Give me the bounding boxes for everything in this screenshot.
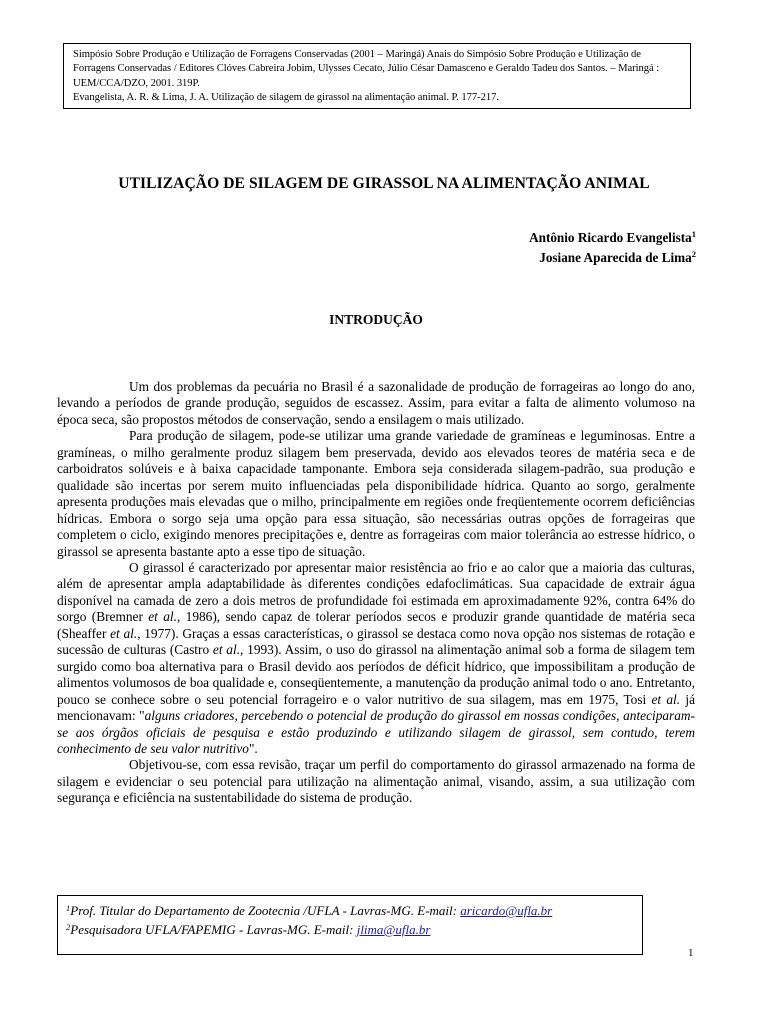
footnote-2 bbox=[66, 919, 634, 938]
author-2 bbox=[529, 246, 696, 266]
text-run: já mencionavam: " bbox=[57, 691, 695, 724]
footnote-1 bbox=[66, 900, 634, 919]
footnote-box bbox=[57, 895, 643, 955]
citation-etal: et al. bbox=[148, 609, 177, 625]
author-footnote-ref: 1 bbox=[691, 229, 696, 239]
footnote-marker: 2 bbox=[66, 922, 71, 932]
text-run: O girassol é caracterizado por apresentar maior resistência ao frio e ao calor que a maioria das culturas, além de apresentar ampla adaptabilidade às diferentes condições edafoclimáticas. Sua capacidade de extrair água disponível na camada de zero a dois metros de profundidade foi estimada em aproximadamente 92%, contra 64% do sorgo (Bremner bbox=[57, 559, 695, 625]
footnote-text: Pesquisadora UFLA/FAPEMIG - Lavras-MG. E-mail: bbox=[70, 922, 357, 937]
author-footnote-ref: 2 bbox=[691, 249, 696, 259]
footnote-text: Prof. Titular do Departamento de Zootecnia /UFLA - Lavras-MG. E-mail: bbox=[70, 903, 461, 918]
email-link[interactable]: aricardo@ufla.br bbox=[460, 903, 553, 918]
citation-etal: et al. bbox=[110, 625, 138, 641]
body-text bbox=[57, 379, 695, 807]
author-1 bbox=[529, 226, 696, 246]
section-heading: INTRODUÇÃO bbox=[329, 312, 423, 327]
document-title: UTILIZAÇÃO DE SILAGEM DE GIRASSOL NA ALIMENTAÇÃO ANIMAL bbox=[118, 175, 650, 192]
citation-box bbox=[63, 43, 691, 109]
author-list bbox=[529, 226, 696, 266]
citation-chapter: Evangelista, A. R. & Lima, J. A. Utilização de silagem de girassol na alimentação animal. P. 177-217. bbox=[73, 91, 499, 103]
text-run: , 1993). Assim, o uso do girassol na alimentação animal sob a forma de silagem tem surgido como boa alternativa para o Brasil devido aos períodos de déficit hídrico, que impossibilitam a produção de alimentos volumosos de boa qualidade e, conseqüentemente, a manutenção da produção animal todo o ano. Entretanto, pouco se conhece sobre o seu potencial forrageiro e o valor nutritivo de sua silagem, mas em 1975, Tosi bbox=[57, 642, 695, 707]
paragraph: Para produção de silagem, pode-se utilizar uma grande variedade de gramíneas e leguminosas. Entre a gramíneas, o milho geralmente produz silagem bem preservada, devido aos elevados teores de matéria seca e de carboidratos solúveis e à baixa capacidade tamponante. Embora seja considerada silagem-padrão, sua produção e qualidade são incertas por serem muito influenciadas pela disponibilidade hídrica. Quanto ao sorgo, geralmente apresenta produções mais elevadas que o milho, principalmente em regiões onde freqüentemente ocorrem deficiências hídricas. Embora o sorgo seja uma opção para essa situação, são necessárias outras opções de forrageiras que completem o ciclo, exigindo menores precipitações e, dentre as forrageiras com maior tolerância ao estresse hídrico, o girassol se apresenta bastante apto a esse tipo de situação. bbox=[57, 428, 695, 559]
citation-reference: Simpósio Sobre Produção e Utilização de Forragens Conservadas (2001 – Maringá) Anais do Simpósio Sobre Produção e Utilização de Forragens Conservadas / Editores Clóves Cabreira Jobim, Ulysses Cecato, Júlio César Damasceno e Geraldo Tadeu dos Santos. – Maringá : UEM/CCA/DZO, 2001. 319P. bbox=[73, 49, 660, 89]
email-link[interactable]: jlima@ufla.br bbox=[356, 922, 431, 937]
citation-etal: et al. bbox=[212, 642, 241, 658]
text-run: , 1986), sendo capaz de tolerar períodos secos e produzir grande quantidade de matéria seca (Sheaffer bbox=[57, 609, 695, 641]
text-run: ". bbox=[248, 740, 258, 756]
author-name: Josiane Aparecida de Lima bbox=[539, 250, 692, 265]
paragraph: Um dos problemas da pecuária no Brasil é a sazonalidade de produção de forrageiras ao longo do ano, levando a períodos de grande produção, seguidos de escassez. Assim, para evitar a falta de alimento volumoso na época seca, são propostos métodos de conservação, sendo a ensilagem o mais utilizado. bbox=[57, 379, 695, 427]
text-run: , 1977). Graças a essas características, o girassol se destaca como nova opção nos sistemas de rotação e sucessão de culturas (Castro bbox=[57, 625, 695, 658]
paragraph: Objetivou-se, com essa revisão, traçar um perfil do comportamento do girassol armazenado na forma de silagem e evidenciar o seu potencial para utilização na alimentação animal, visando, assim, a sua utilização com segurança e eficiência na sustentabilidade do sistema de produção. bbox=[57, 757, 695, 806]
quotation: alguns criadores, percebendo o potencial de produção do girassol em nossas condições, anteciparam-se aos órgãos oficiais de pesquisa e estão produzindo e utilizando silagem de girassol, sem contudo, terem conhecimento de seu valor nutritivo bbox=[57, 708, 696, 756]
citation-etal: et al. bbox=[651, 691, 681, 707]
footnote-marker: 1 bbox=[66, 903, 71, 913]
page-number: 1 bbox=[688, 947, 694, 959]
author-name: Antônio Ricardo Evangelista bbox=[529, 230, 692, 245]
paragraph bbox=[57, 560, 695, 757]
